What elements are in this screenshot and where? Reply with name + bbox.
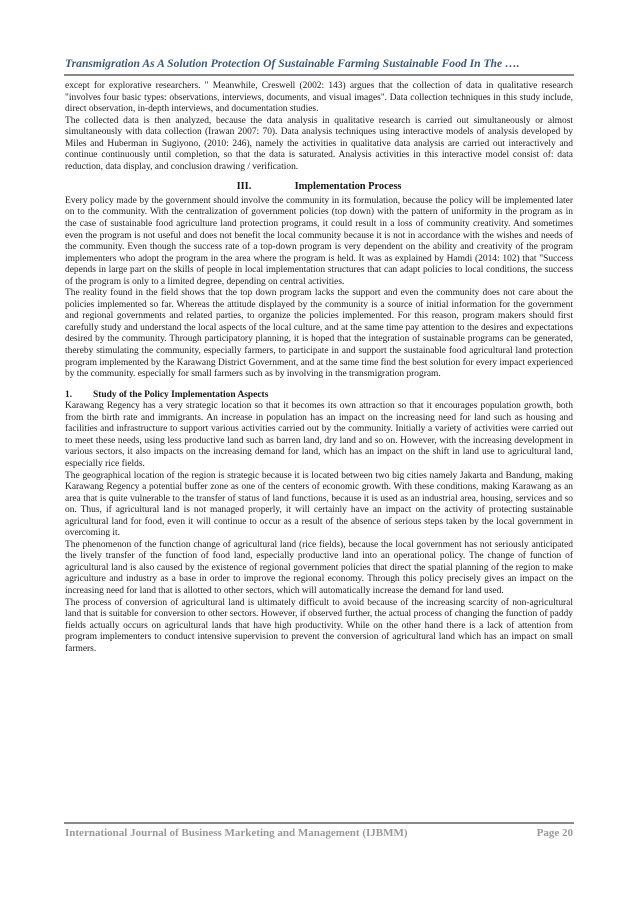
- body-paragraph: The process of conversion of agricultural land is ultimately difficult to avoid because of the increasing scarcity of non-agricultural land that is suitable for conversion to other sectors. However, if observed further, the actual process of changing the function of paddy fields actually occurs on agricultural lands that have high productivity. While on the other hand there is a lack of attention from program implementers to conduct intensive supervision to prevent the conversion of agricultural land which has an impact on small farmers.: [65, 597, 573, 654]
- subsection-heading: [65, 390, 573, 402]
- body-paragraph: The geographical location of the region is strategic because it is located between two big cities namely Jakarta and Bandung, making Karawang Regency a potential buffer zone as one of the centers of economic growth. With these conditions, making Karawang as an area that is quite vulnerable to the transfer of status of land functions, because it is used as an industrial area, housing, services and so on. Thus, if agricultural land is not managed properly, it will certainly have an impact on the activity of protecting sustainable agricultural land for food, even it will continue to occur as a result of the absence of serious steps taken by the local government in overcoming it.: [65, 470, 573, 539]
- page-number: Page 20: [536, 827, 573, 839]
- body-paragraph: The reality found in the field shows that the top down program lacks the support and even the community does not care about the policies implemented so far. Whereas the attitude displayed by the community is a source of initial information for the government and regional governments and related parties, to organize the policies implemented. For this reason, program makers should first carefully study and understand the local aspects of the local culture, and at the same time pay attention to the desires and expectations desired by the community. Through participatory planning, it is hoped that the integration of sustainable programs can be generated, thereby stimulating the community, especially farmers, to participate in and support the sustainable food agricultural land protection program implemented by the Karawang District Government, and at the same time find the best solution for every impact experienced by the community. especially for small farmers such as by involving in the transmigration program.: [65, 288, 573, 380]
- body-paragraph: Karawang Regency has a very strategic location so that it becomes its own attraction so that it encourages population growth, both from the birth rate and immigrants. An increase in population has an impact on the increasing need for land such as housing and facilities and infrastructure to support various activities carried out by the community. Initially a variety of activities were carried out to meet these needs, using less productive land such as barren land, dry land and so on. However, with the increasing development in various sectors, it also impacts on the increasing demand for land, which has an impact on the shift in land use to agricultural land, especially rice fields.: [65, 401, 573, 469]
- subsection-number: 1.: [65, 389, 73, 400]
- journal-name: International Journal of Business Marketing and Management (IJBMM): [65, 827, 408, 839]
- page-footer: [65, 827, 573, 839]
- section-heading: [65, 181, 573, 193]
- subsection-title: Study of the Policy Implementation Aspects: [93, 389, 269, 400]
- page-body: [65, 81, 573, 655]
- body-paragraph: The collected data is then analyzed, because the data analysis in qualitative research is carried out simultaneously or almost simultaneously with data collection (Irawan 2007: 70). Data analysis techniques using interactive models of analysis developed by Miles and Huberman in Sugiyono, (2010: 246), namely the activities in qualitative data analysis are carried out interactively and continue continuously until completion, so that the data is saturated. Analysis activities in this interactive model consist of: data reduction, data display, and conclusion drawing / verification.: [65, 115, 573, 172]
- section-number: III.: [236, 181, 252, 193]
- body-paragraph: Every policy made by the government should involve the community in its formulation, because the policy will be implemented later on to the community. With the centralization of government policies (top down) with the pattern of uniformity in the program as in the case of sustainable food agriculture land protection programs, it could result in a loss of community creativity. And sometimes even the program is not useful and does not benefit the local community because it is not in accordance with the wishes and needs of the community. Even though the success rate of a top-down program is very dependent on the ability and creativity of the program implementers who adopt the program in the area where the program is held. It was as explained by Hamdi (2014: 102) that "Success depends in large part on the skills of people in local implementation structures that can adapt policies to local conditions, the success of the program is only to a limited degree, depending on central activities.: [65, 195, 573, 287]
- header-divider: [64, 74, 574, 76]
- body-paragraph: The phenomenon of the function change of agricultural land (rice fields), because the local government has not seriously anticipated the lively transfer of the function of food land, especially productive land into an operational policy. The change of function of agricultural land is also caused by the existence of regional government policies that direct the spatial planning of the region to make agriculture and industry as a base in order to improve the regional economy. Through this policy precisely gives an impact on the increasing need for land that is allotted to other sectors, which will automatically increase the demand for land used.: [65, 539, 573, 596]
- body-paragraph: except for explorative researchers. " Meanwhile, Creswell (2002: 143) argues that the collection of data in qualitative research "involves four basic types: observations, interviews, documents, and visual images". Data collection techniques in this study include, direct observation, in-depth interviews, and documentation studies.: [65, 81, 573, 115]
- footer-divider: [64, 822, 574, 824]
- section-title: Implementation Process: [294, 181, 402, 193]
- running-header: Transmigration As A Solution Protection Of Sustainable Farming Sustainable Food In The ….: [65, 57, 520, 70]
